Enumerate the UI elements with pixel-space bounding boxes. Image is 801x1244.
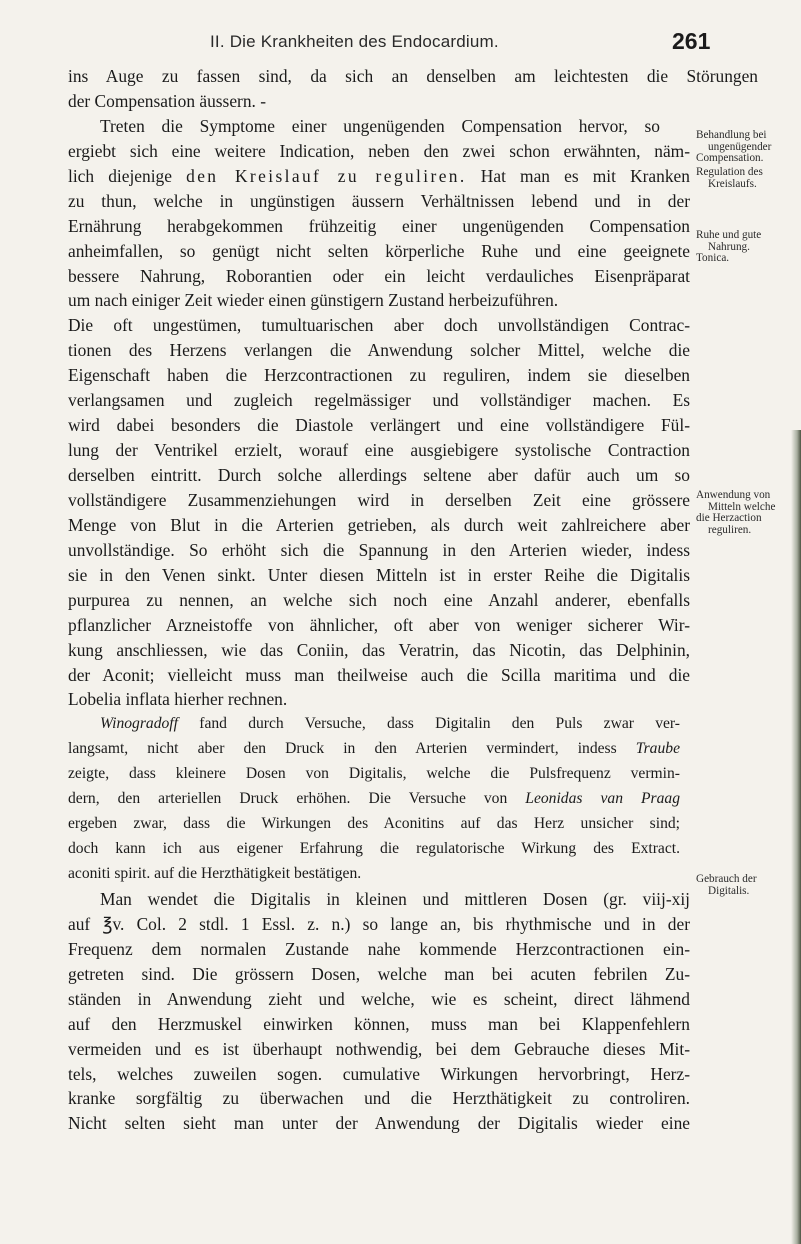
margin-note-line: Tonica. <box>696 252 730 264</box>
text-line: anheimfallen, so genügt nicht selten körperliche Ruhe und eine geeignete <box>68 240 690 261</box>
margin-note-line: ungenügender <box>708 140 772 153</box>
text-line: unvollständige. So erhöht sich die Spannung in den Arterien wieder, indess <box>68 539 690 560</box>
text-line: Ernährung herabgekommen frühzeitig einer ungenügenden Compensation <box>68 215 690 236</box>
text-line: Frequenz dem normalen Zustande nahe kommende Herzcontractionen ein- <box>68 938 690 959</box>
margin-note-line: Digitalis. <box>708 884 750 897</box>
text-line: derselben eintritt. Durch solche allerdings seltene aber dafür auch um so <box>68 465 690 485</box>
margin-note-line: Gebrauch der <box>696 873 757 885</box>
text-line: ergiebt sich eine weitere Indication, neben den zwei schon erwähnten, näm- <box>68 140 690 161</box>
text-line: pflanzlicher Arzneistoffe von ähnlicher, oft aber von weniger sicherer Wir- <box>68 614 690 635</box>
margin-note-line: reguliren. <box>708 523 752 536</box>
text-line: wird dabei besonders die Diastole verlängert und eine vollständigere Fül- <box>68 415 690 436</box>
margin-note <box>696 130 796 165</box>
margin-note-line: die Herzaction <box>696 512 762 524</box>
text-line: kranke sorgfältig zu überwachen und die Herzthätigkeit zu controliren. <box>68 1088 690 1109</box>
text-line: Lobelia inflata hierher rechnen. <box>68 689 288 710</box>
text-line: tionen des Herzens verlangen die Anwendung solcher Mittel, welche die <box>68 340 690 361</box>
margin-note <box>696 490 796 536</box>
text-line: sie in den Venen sinkt. Unter diesen Mitteln ist in erster Reihe die Digitalis <box>68 564 690 585</box>
text-line: ins Auge zu fassen sind, da sich an denselben am leichtesten die Störungen <box>68 66 758 86</box>
text-fragment: fand durch Versuche, dass Digitalin den Puls zwar ver- <box>199 715 681 733</box>
margin-note-line: Regulation des <box>696 166 763 178</box>
text-line: Nicht selten sieht man unter der Anwendung der Digitalis wieder eine <box>68 1113 690 1134</box>
margin-note-line: Compensation. <box>696 152 764 164</box>
margin-note-line: Anwendung von <box>696 489 771 501</box>
margin-note <box>696 167 796 190</box>
text-fragment: Hat man es mit Kranken <box>480 165 690 186</box>
small-print-line: ergeben zwar, dass die Wirkungen des Aconitins auf das Herz unsicher sind; <box>68 815 680 833</box>
page-number: 261 <box>672 28 711 54</box>
text-line: ständen in Anwendung zieht und welche, wie es scheint, direct lähmend <box>68 988 690 1009</box>
text-fragment: lich diejenige <box>68 165 172 186</box>
small-print-line: zeigte, dass kleinere Dosen von Digitalis, welche die Pulsfrequenz vermin- <box>68 765 680 783</box>
text-line: auf ℥v. Col. 2 stdl. 1 Essl. z. n.) so lange an, bis rhythmische und in der <box>68 913 690 934</box>
margin-note <box>696 230 796 265</box>
margin-note-line: Kreislaufs. <box>708 177 757 190</box>
text-line: zu thun, welche in ungünstigen äussern Verhältnissen lebend und in der <box>68 190 690 211</box>
text-line: Treten die Symptome einer ungenügenden Compensation hervor, so <box>100 115 660 136</box>
text-fragment: dern, den arteriellen Druck erhöhen. Die Versuche von <box>68 790 508 808</box>
text-line: vollständigere Zusammenziehungen wird in derselben Zeit eine grössere <box>68 489 690 510</box>
text-line: Menge von Blut in die Arterien getrieben, als durch weit zahlreichere aber <box>68 514 690 535</box>
author-name: Leonidas van Praag <box>525 790 680 808</box>
text-line: der Compensation äussern. - <box>68 90 267 111</box>
small-print-line: aconiti spirit. auf die Herzthätigkeit bestätigen. <box>68 865 362 882</box>
page-edge-shadow <box>791 430 801 1244</box>
author-name: Traube <box>635 740 680 758</box>
text-line: auf den Herzmuskel einwirken können, muss man bei Klappenfehlern <box>68 1013 690 1034</box>
author-name: Winogradoff <box>100 715 178 733</box>
text-line: verlangsamen und zugleich regelmässiger und vollständiger machen. Es <box>68 390 690 411</box>
margin-note-line: Mitteln welche <box>708 500 776 513</box>
text-line: Die oft ungestümen, tumultuarischen aber doch unvollständigen Contrac- <box>68 315 690 336</box>
text-line: purpurea zu nennen, an welche sich noch eine Anzahl anderer, ebenfalls <box>68 589 690 610</box>
text-line: Man wendet die Digitalis in kleinen und mittleren Dosen (gr. viij-xij <box>100 888 690 909</box>
small-print-line: doch kann ich aus eigener Erfahrung die regulatorische Wirkung des Extract. <box>68 840 680 858</box>
running-title: II. Die Krankheiten des Endocardium. <box>210 32 499 51</box>
margin-note-line: Ruhe und gute <box>696 229 762 241</box>
text-line: vermeiden und es ist überhaupt nothwendig, bei dem Gebrauche dieses Mit- <box>68 1038 690 1059</box>
text-line: um nach einiger Zeit wieder einen günstigern Zustand herbeizuführen. <box>68 290 559 311</box>
text-line: lung der Ventrikel erzielt, worauf eine ausgiebigere systolische Contraction <box>68 440 690 461</box>
text-line: Eigenschaft haben die Herzcontractionen zu reguliren, indem sie dieselben <box>68 365 690 386</box>
spaced-emphasis: den Kreislauf zu reguliren. <box>186 165 467 186</box>
text-line: tels, welches zuweilen sogen. cumulative Wirkungen hervorbringt, Herz- <box>68 1063 690 1084</box>
text-line: der Aconit; vielleicht muss man theilweise auch die Scilla maritima und die <box>68 664 690 685</box>
margin-note <box>696 874 796 897</box>
margin-note-line: Nahrung. <box>708 240 750 253</box>
text-line: kung anschliessen, wie das Coniin, das Veratrin, das Nicotin, das Delphinin, <box>68 639 690 660</box>
text-fragment: langsamt, nicht aber den Druck in den Arterien vermindert, indess <box>68 740 617 758</box>
margin-note-line: Behandlung bei <box>696 129 767 141</box>
text-line: bessere Nahrung, Roborantien oder ein leicht verdauliches Eisenpräparat <box>68 265 690 286</box>
text-line: getreten sind. Die grössern Dosen, welche man bei acuten febrilen Zu- <box>68 963 690 984</box>
